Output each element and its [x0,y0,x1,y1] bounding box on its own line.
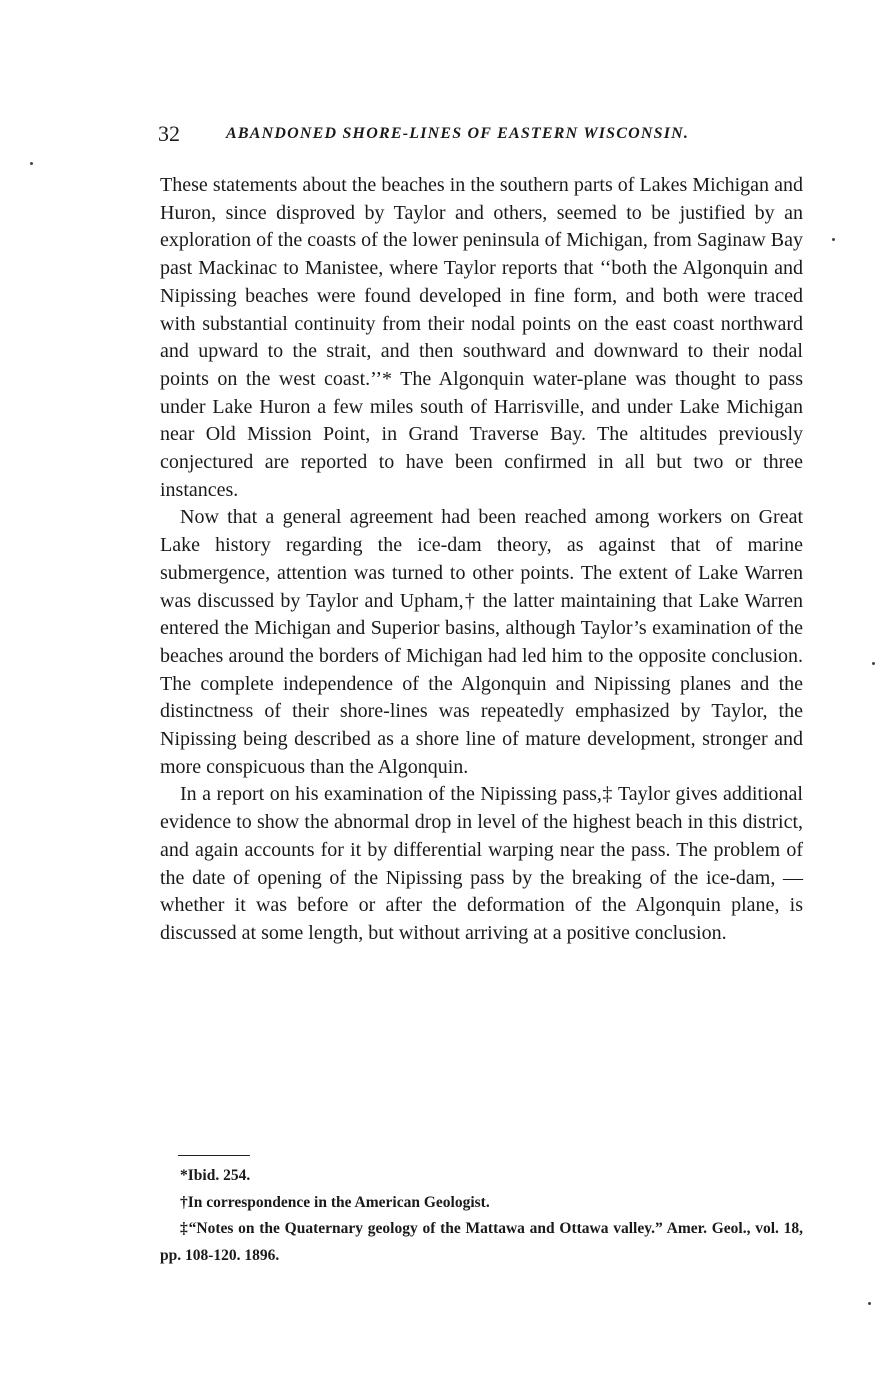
footnote-2: †In correspondence in the American Geologist. [180,1193,490,1211]
page-number: 32 [158,121,180,146]
body-text [160,172,803,948]
scan-speck [30,162,33,165]
scan-speck [832,238,835,241]
running-title: ABANDONED SHORE-LINES OF EASTERN WISCONSIN. [226,125,690,142]
footnotes [160,1163,803,1269]
running-head [158,120,808,148]
paragraph-1: These statements about the beaches in the southern parts of Lakes Michigan and Huron, since disproved by Taylor and others, seemed to be justified by an exploration of the coasts of the lower peninsula of Michigan, from Saginaw Bay past Mackinac to Manistee, where Taylor reports that ‘‘both the Algonquin and Nipissing beaches were found developed in fine form, and both were traced with substantial continuity from their nodal points on the east coast northward and upward to the strait, and then southward and downward to their nodal points on the west coast.’’* The Algonquin water-plane was thought to pass under Lake Huron a few miles south of Harrisville, and under Lake Michigan near Old Mission Point, in Grand Traverse Bay. The altitudes previously conjectured are reported to have been confirmed in all but two or three instances. [160,174,803,501]
paragraph-3: In a report on his examination of the Nipissing pass,‡ Taylor gives additional evidence to show the abnormal drop in level of the highest beach in this district, and again accounts for it by differential warping near the pass. The problem of the date of opening of the Nipissing pass by the breaking of the ice-dam, —whether it was before or after the deformation of the Algonquin plane, is discussed at some length, but without arriving at a positive conclusion. [160,783,803,944]
footnote-3: ‡“Notes on the Quaternary geology of the Mattawa and Ottawa valley.” Amer. Geol., vol. 18, pp. 108-120. 1896. [160,1220,803,1264]
scan-speck [872,662,875,665]
paragraph-2: Now that a general agreement had been reached among workers on Great Lake history regarding the ice-dam theory, as against that of marine submergence, attention was turned to other points. The extent of Lake Warren was discussed by Taylor and Upham,† the latter maintaining that Lake Warren entered the Michigan and Superior basins, although Taylor’s examination of the beaches around the borders of Michigan had led him to the opposite conclusion. The complete independence of the Algonquin and Nipissing planes and the distinctness of their shore-lines was repeatedly emphasized by Taylor, the Nipissing being described as a shore line of mature development, stronger and more conspicuous than the Algonquin. [160,506,803,778]
footnote-1: *Ibid. 254. [180,1167,251,1184]
footnote-divider [178,1155,250,1156]
scan-speck [868,1302,871,1305]
